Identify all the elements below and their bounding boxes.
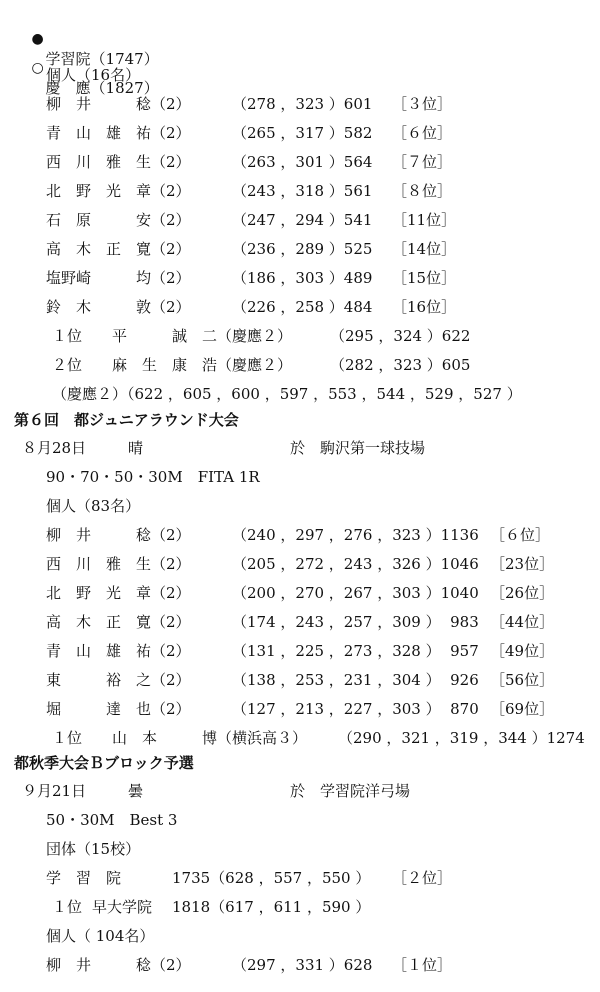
athlete-scores: （297 ，331 ）628	[232, 956, 373, 974]
athlete-rank: ［６位］	[392, 124, 453, 142]
team-name: 学 習 院	[46, 869, 122, 887]
athlete-scores: （243 ，318 ）561	[232, 182, 373, 200]
athlete-name: 西 川 雅 生（2）	[46, 555, 191, 573]
athlete-scores: （205 ，272 ，243 ，326 ）1046	[232, 555, 479, 573]
athlete-rank: ［７位］	[392, 153, 453, 171]
athlete-rank: ［16位］	[392, 298, 457, 316]
event-date: ９月21日	[22, 782, 87, 800]
athlete-name: 塩野崎 均（2）	[46, 269, 191, 287]
section-heading-junior-round: 第６回 都ジュニアラウンド大会	[14, 411, 239, 429]
team-heading: 団体（15校）	[46, 840, 141, 858]
athlete-scores: （265 ，317 ）582	[232, 124, 373, 142]
team-text: 学習院（1747）	[45, 50, 159, 68]
athlete-scores: （131 ，225 ，273 ，328 ） 957	[232, 642, 479, 660]
athlete-rank: ［56位］	[490, 671, 555, 689]
top-name: 平 誠 二（慶應２）	[112, 327, 293, 345]
top-name: 山 本 博（横浜高３）	[112, 729, 308, 747]
athlete-scores: （200 ，270 ，267 ，303 ）1040	[232, 584, 479, 602]
event-weather: 曇	[128, 782, 144, 800]
athlete-rank: ［44位］	[490, 613, 555, 631]
athlete-scores: （226 ，258 ）484	[232, 298, 373, 316]
athlete-name: 柳 井 稔（2）	[46, 956, 191, 974]
filled-circle-icon: ●	[31, 31, 44, 47]
athlete-scores: （138 ，253 ，231 ，304 ） 926	[232, 671, 479, 689]
event-weather: 晴	[128, 439, 144, 457]
top-scores: 1818（617 ，611 ，590 ）	[172, 898, 371, 916]
athlete-scores: （174 ，243 ，257 ，309 ） 983	[232, 613, 479, 631]
athlete-name: 高 木 正 寛（2）	[46, 240, 191, 258]
athlete-name: 北 野 光 章（2）	[46, 182, 191, 200]
athlete-name: 青 山 雄 祐（2）	[46, 642, 191, 660]
athlete-name: 西 川 雅 生（2）	[46, 153, 191, 171]
top-rank: １位	[52, 327, 83, 345]
athlete-rank: ［11位］	[392, 211, 457, 229]
athlete-rank: ［23位］	[490, 555, 555, 573]
top-name: 早大学院	[92, 898, 153, 916]
top-scores: （295 ，324 ）622	[330, 327, 471, 345]
event-venue: 於 学習院洋弓場	[290, 782, 411, 800]
athlete-rank: ［69位］	[490, 700, 555, 718]
athlete-rank: ［３位］	[392, 95, 453, 113]
athlete-name: 柳 井 稔（2）	[46, 526, 191, 544]
top-rank: ２位	[52, 356, 83, 374]
team-scores: 1735（628 ，557 ，550 ）	[172, 869, 371, 887]
top-scores: （282 ，323 ）605	[330, 356, 471, 374]
athlete-name: 堀 達 也（2）	[46, 700, 191, 718]
athlete-rank: ［15位］	[392, 269, 457, 287]
athlete-scores: （186 ，303 ）489	[232, 269, 373, 287]
team-rank: ［２位］	[392, 869, 453, 887]
top-rank: １位	[52, 898, 83, 916]
athlete-name: 東 裕 之（2）	[46, 671, 191, 689]
top-rank: １位	[52, 729, 83, 747]
athlete-name: 北 野 光 章（2）	[46, 584, 191, 602]
hollow-circle-icon: ○	[31, 60, 44, 76]
individual-heading: 個人（ 104名）	[46, 927, 155, 945]
athlete-scores: （263 ，301 ）564	[232, 153, 373, 171]
athlete-scores: （127 ，213 ，227 ，303 ） 870	[232, 700, 479, 718]
top-name: 麻 生 康 浩（慶應２）	[112, 356, 293, 374]
section-heading-autumn-qualifier: 都秋季大会Ｂブロック予選	[14, 754, 194, 772]
team-text: 慶 應（1827）	[45, 79, 159, 97]
individual-heading: 個人（83名）	[46, 497, 141, 515]
top-scores: （290 ，321 ，319 ，344 ）1274	[338, 729, 585, 747]
athlete-name: 鈴 木 敦（2）	[46, 298, 191, 316]
athlete-rank: ［49位］	[490, 642, 555, 660]
athlete-rank: ［１位］	[392, 956, 453, 974]
event-date: ８月28日	[22, 439, 87, 457]
athlete-name: 柳 井 稔（2）	[46, 95, 191, 113]
athlete-scores: （278 ，323 ）601	[232, 95, 373, 113]
team-score-breakdown: （慶應２）（622 ，605 ，600 ，597 ，553 ，544 ，529 ，527 ）	[52, 385, 522, 403]
athlete-rank: ［26位］	[490, 584, 555, 602]
event-format: 90・70・50・30M FITA 1R	[46, 468, 260, 486]
event-venue: 於 駒沢第一球技場	[290, 439, 426, 457]
athlete-scores: （236 ，289 ）525	[232, 240, 373, 258]
athlete-rank: ［６位］	[490, 526, 551, 544]
athlete-name: 青 山 雄 祐（2）	[46, 124, 191, 142]
athlete-name: 石 原 安（2）	[46, 211, 191, 229]
athlete-scores: （240 ，297 ，276 ，323 ）1136	[232, 526, 479, 544]
athlete-rank: ［14位］	[392, 240, 457, 258]
athlete-name: 高 木 正 寛（2）	[46, 613, 191, 631]
athlete-scores: （247 ，294 ）541	[232, 211, 373, 229]
individual-heading: 個人（16名）	[46, 66, 141, 84]
athlete-rank: ［８位］	[392, 182, 453, 200]
event-format: 50・30M Best 3	[46, 811, 178, 829]
